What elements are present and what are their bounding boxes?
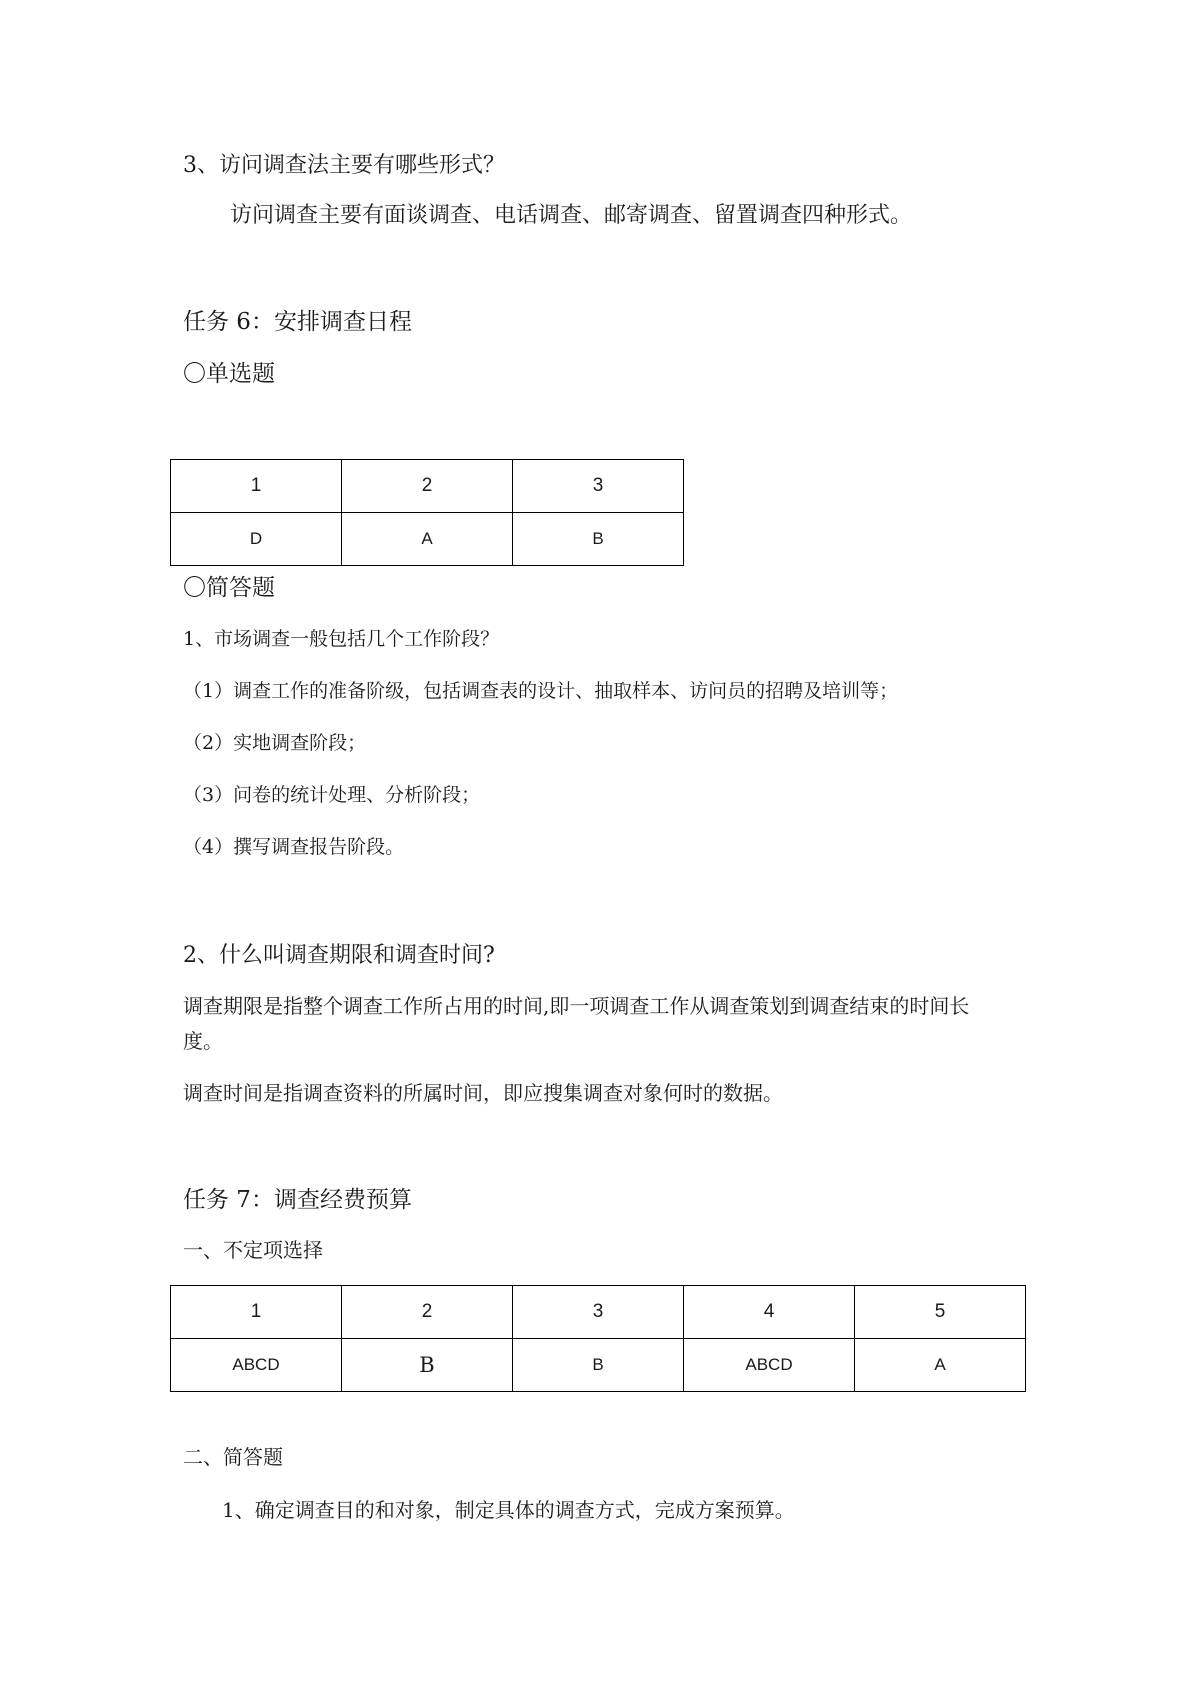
table-cell: 3 xyxy=(513,1286,684,1339)
short-answer-label: 〇简答题 xyxy=(183,575,275,601)
list-item: （2）实地调查阶段； xyxy=(183,732,367,754)
paragraph: 度。 xyxy=(183,1029,223,1053)
table-cell: 2 xyxy=(342,460,513,513)
table-answer-row xyxy=(171,1339,1026,1392)
answer-3: 访问调查主要有面谈调查、电话调查、邮寄调查、留置调查四种形式。 xyxy=(230,203,913,228)
table-cell: A xyxy=(342,513,513,566)
single-choice-label: 〇单选题 xyxy=(183,361,275,387)
table-cell: 5 xyxy=(855,1286,1026,1339)
task-7-title: 任务 7：调查经费预算 xyxy=(183,1187,412,1213)
table-cell: 1 xyxy=(171,460,342,513)
list-item: （3）问卷的统计处理、分析阶段； xyxy=(183,784,481,806)
table-cell: D xyxy=(171,513,342,566)
paragraph: 调查期限是指整个调查工作所占用的时间,即一项调查工作从调查策划到调查结束的时间长 xyxy=(183,994,970,1018)
table-cell: A xyxy=(855,1339,1026,1392)
multi-choice-label: 一、不定项选择 xyxy=(183,1238,323,1262)
short-answer-label-2: 二、简答题 xyxy=(183,1445,283,1469)
table-cell: ABCD xyxy=(684,1339,855,1392)
task-6-title: 任务 6：安排调查日程 xyxy=(183,309,412,335)
table-cell: 1 xyxy=(171,1286,342,1339)
table-header-row xyxy=(171,460,684,513)
task-7-answer-1: 1、确定调查目的和对象，制定具体的调查方式，完成方案预算。 xyxy=(222,1498,795,1522)
table-cell: 2 xyxy=(342,1286,513,1339)
paragraph: 调查时间是指调查资料的所属时间，即应搜集调查对象何时的数据。 xyxy=(183,1081,783,1105)
table-cell: ABCD xyxy=(171,1339,342,1392)
table-header-row xyxy=(171,1286,1026,1339)
task-7-answer-table xyxy=(170,1285,1026,1392)
task-6-question-2: 2、什么叫调查期限和调查时间? xyxy=(183,943,495,968)
list-item: （4）撰写调查报告阶段。 xyxy=(183,836,405,858)
list-item: （1）调查工作的准备阶级，包括调查表的设计、抽取样本、访问员的招聘及培训等； xyxy=(183,680,899,702)
table-cell: B xyxy=(513,1339,684,1392)
table-answer-row xyxy=(171,513,684,566)
question-3: 3、访问调查法主要有哪些形式？ xyxy=(183,153,505,178)
table-cell: 4 xyxy=(684,1286,855,1339)
task-6-answer-table xyxy=(170,459,684,566)
task-6-question-1: 1、市场调查一般包括几个工作阶段？ xyxy=(183,628,500,650)
table-cell: B xyxy=(342,1339,513,1392)
table-cell: B xyxy=(513,513,684,566)
table-cell: 3 xyxy=(513,460,684,513)
